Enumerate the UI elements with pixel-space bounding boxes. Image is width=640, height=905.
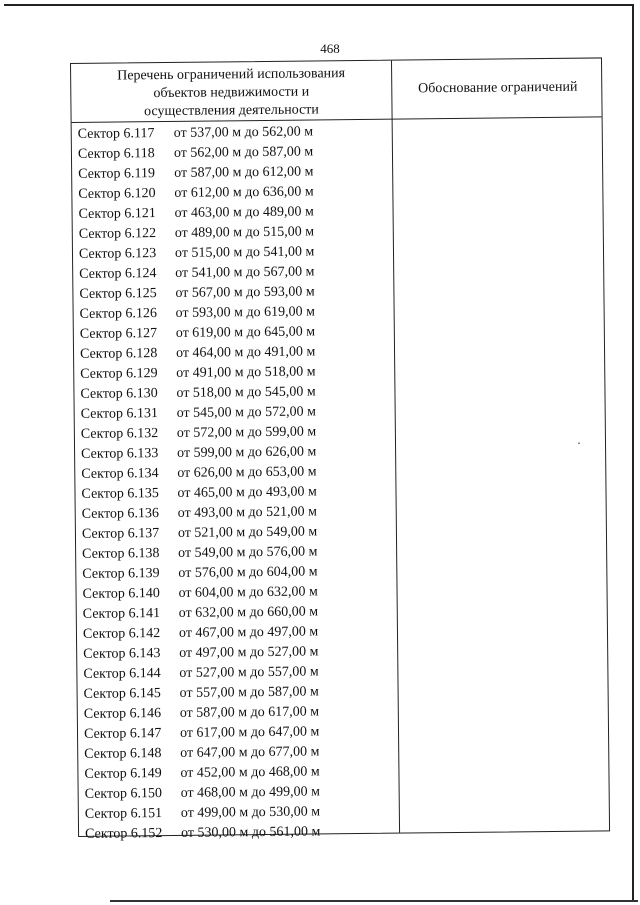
table-rows [72, 122, 400, 845]
distance-range: от 626,00 м до 653,00 м [177, 464, 317, 481]
sector-name: Сектор 6.130 [80, 386, 158, 402]
sector-name: Сектор 6.133 [81, 446, 159, 462]
distance-range: от 604,00 м до 632,00 м [178, 584, 318, 601]
header-line: осуществления деятельности [144, 102, 319, 120]
distance-range: от 647,00 м до 677,00 м [180, 744, 320, 761]
distance-range: от 518,00 м до 545,00 м [176, 384, 316, 401]
distance-range: от 599,00 м до 626,00 м [177, 444, 317, 461]
sector-name: Сектор 6.129 [80, 366, 158, 382]
sector-name: Сектор 6.131 [80, 406, 159, 422]
distance-range: от 468,00 м до 499,00 м [180, 784, 321, 801]
sector-name: Сектор 6.136 [81, 506, 160, 522]
sector-name: Сектор 6.150 [84, 786, 163, 802]
distance-range: от 549,00 м до 576,00 м [178, 544, 318, 561]
distance-range: от 537,00 м до 562,00 м [173, 124, 314, 141]
distance-range: от 463,00 м до 489,00 м [174, 204, 314, 221]
distance-range: от 497,00 м до 527,00 м [179, 644, 319, 661]
sector-name: Сектор 6.125 [79, 286, 157, 302]
sector-name: Сектор 6.149 [84, 766, 162, 782]
distance-range: от 572,00 м до 599,00 м [176, 424, 317, 441]
header-restrictions-list [71, 65, 392, 122]
header-line: объектов недвижимости и [153, 84, 310, 102]
sector-name: Сектор 6.128 [79, 346, 158, 362]
sector-name: Сектор 6.122 [78, 226, 157, 242]
sector-name: Сектор 6.121 [78, 206, 156, 222]
distance-range: от 467,00 м до 497,00 м [178, 624, 319, 641]
distance-range: от 493,00 м до 521,00 м [177, 504, 318, 521]
distance-range: от 593,00 м до 619,00 м [175, 304, 315, 321]
header-line: Перечень ограничений использования [117, 66, 346, 84]
sector-name: Сектор 6.117 [77, 126, 155, 142]
sector-name: Сектор 6.152 [85, 826, 163, 842]
document-body [70, 57, 618, 842]
distance-range: от 452,00 м до 468,00 м [180, 764, 320, 781]
distance-range: от 464,00 м до 491,00 м [175, 344, 316, 361]
distance-range: от 557,00 м до 587,00 м [179, 684, 319, 701]
distance-range: от 521,00 м до 549,00 м [177, 524, 318, 541]
sector-name: Сектор 6.126 [79, 306, 157, 322]
sector-name: Сектор 6.127 [79, 326, 158, 342]
distance-range: от 632,00 м до 660,00 м [178, 604, 319, 621]
sector-name: Сектор 6.123 [78, 246, 157, 262]
table-row [79, 822, 399, 845]
sector-name: Сектор 6.119 [78, 166, 156, 182]
distance-range: от 530,00 м до 561,00 м [180, 824, 321, 841]
distance-range: от 587,00 м до 617,00 м [179, 704, 320, 721]
distance-range: от 499,00 м до 530,00 м [180, 804, 321, 821]
distance-range: от 541,00 м до 567,00 м [175, 264, 315, 281]
sector-name: Сектор 6.138 [82, 546, 160, 562]
sector-name: Сектор 6.134 [81, 466, 159, 482]
sector-name: Сектор 6.135 [81, 486, 159, 502]
distance-range: от 576,00 м до 604,00 м [178, 564, 318, 581]
page-number: 468 [320, 41, 340, 56]
distance-range: от 567,00 м до 593,00 м [175, 284, 315, 301]
distance-range: от 465,00 м до 493,00 м [177, 484, 317, 501]
sector-name: Сектор 6.151 [84, 806, 163, 822]
sector-name: Сектор 6.147 [83, 726, 162, 742]
distance-range: от 527,00 м до 557,00 м [179, 664, 319, 681]
sector-name: Сектор 6.148 [84, 746, 162, 762]
distance-range: от 562,00 м до 587,00 м [173, 144, 314, 161]
sector-name: Сектор 6.139 [82, 566, 160, 582]
sector-name: Сектор 6.142 [82, 626, 161, 642]
distance-range: от 489,00 м до 515,00 м [174, 224, 315, 241]
sector-name: Сектор 6.132 [80, 426, 159, 442]
sector-name: Сектор 6.145 [83, 686, 161, 702]
distance-range: от 617,00 м до 647,00 м [179, 724, 320, 741]
sector-name: Сектор 6.120 [78, 186, 156, 202]
distance-range: от 515,00 м до 541,00 м [174, 244, 315, 261]
distance-range: от 545,00 м до 572,00 м [176, 404, 317, 421]
sector-name: Сектор 6.140 [82, 586, 160, 602]
scan-edge-line [110, 900, 638, 902]
distance-range: от 612,00 м до 636,00 м [174, 184, 314, 201]
sector-name: Сектор 6.146 [83, 706, 162, 722]
restrictions-table [70, 57, 610, 842]
distance-range: от 491,00 м до 518,00 м [176, 364, 316, 381]
sector-name: Сектор 6.118 [77, 146, 155, 162]
scan-speck [578, 443, 580, 444]
header-justification: Обоснование ограничений [418, 79, 578, 97]
distance-range: от 619,00 м до 645,00 м [175, 324, 316, 341]
sector-name: Сектор 6.143 [83, 646, 161, 662]
sector-name: Сектор 6.144 [83, 666, 161, 682]
distance-range: от 587,00 м до 612,00 м [174, 164, 314, 181]
sector-name: Сектор 6.137 [81, 526, 160, 542]
sector-name: Сектор 6.141 [82, 606, 161, 622]
sector-name: Сектор 6.124 [79, 266, 157, 282]
